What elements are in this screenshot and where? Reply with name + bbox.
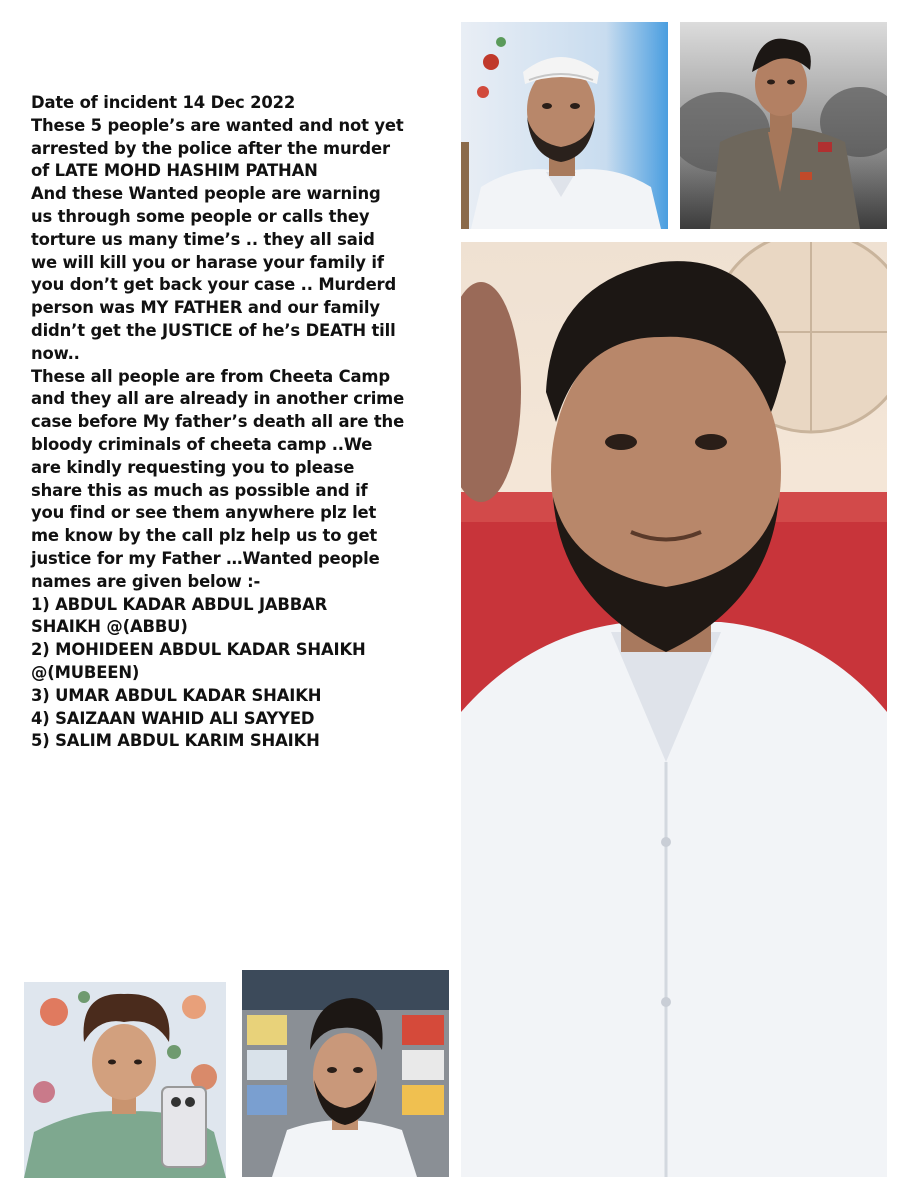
notice-line: bloody criminals of cheeta camp ..We (31, 434, 373, 454)
photo-man-in-jacket (680, 22, 887, 229)
wanted-name: 1) ABDUL KADAR ABDUL JABBAR (31, 594, 328, 614)
notice-line: now.. (31, 343, 80, 363)
photo-victim-portrait (461, 242, 887, 1177)
wanted-notice-text (31, 92, 441, 753)
photo-man-in-shop (242, 970, 449, 1177)
notice-line: of LATE MOHD HASHIM PATHAN (31, 161, 318, 181)
notice-line: we will kill you or harase your family if (31, 252, 384, 272)
notice-line: us through some people or calls they (31, 206, 370, 226)
wanted-name: 4) SAIZAAN WAHID ALI SAYYED (31, 708, 315, 728)
portrait-man-white-shirt-icon (461, 242, 887, 1177)
wanted-name: 3) UMAR ABDUL KADAR SHAIKH (31, 685, 322, 705)
notice-line: arrested by the police after the murder (31, 138, 390, 158)
notice-line: and they all are already in another crime (31, 389, 405, 409)
photo-young-man-with-phone (24, 982, 226, 1178)
portrait-man-jacket-icon (680, 22, 887, 229)
notice-line: These all people are from Cheeta Camp (31, 366, 390, 386)
wanted-name: @(MUBEEN) (31, 662, 140, 682)
notice-line: me know by the call plz help us to get (31, 526, 378, 546)
notice-line: Date of incident 14 Dec 2022 (31, 93, 296, 112)
notice-line: justice for my Father …Wanted people (31, 548, 380, 568)
notice-line: torture us many time’s .. they all said (31, 229, 375, 249)
notice-line: didn’t get the JUSTICE of he’s DEATH till (31, 320, 396, 340)
notice-line: These 5 people’s are wanted and not yet (31, 115, 404, 135)
notice-line: you find or see them anywhere plz let (31, 503, 377, 523)
notice-line: you don’t get back your case .. Murderd (31, 275, 397, 295)
portrait-young-man-phone-icon (24, 982, 226, 1178)
wanted-name: SHAIKH @(ABBU) (31, 617, 188, 637)
portrait-man-shop-icon (242, 970, 449, 1177)
notice-line: And these Wanted people are warning (31, 184, 381, 204)
notice-line: names are given below :- (31, 571, 261, 591)
notice-line: case before My father’s death all are the (31, 412, 405, 432)
wanted-name: 5) SALIM ABDUL KARIM SHAIKH (31, 731, 320, 751)
notice-line: are kindly requesting you to please (31, 457, 355, 477)
notice-line: person was MY FATHER and our family (31, 298, 380, 318)
wanted-name: 2) MOHIDEEN ABDUL KADAR SHAIKH (31, 640, 366, 660)
photo-man-with-cap (461, 22, 668, 229)
portrait-man-cap-icon (461, 22, 668, 229)
notice-line: share this as much as possible and if (31, 480, 368, 500)
